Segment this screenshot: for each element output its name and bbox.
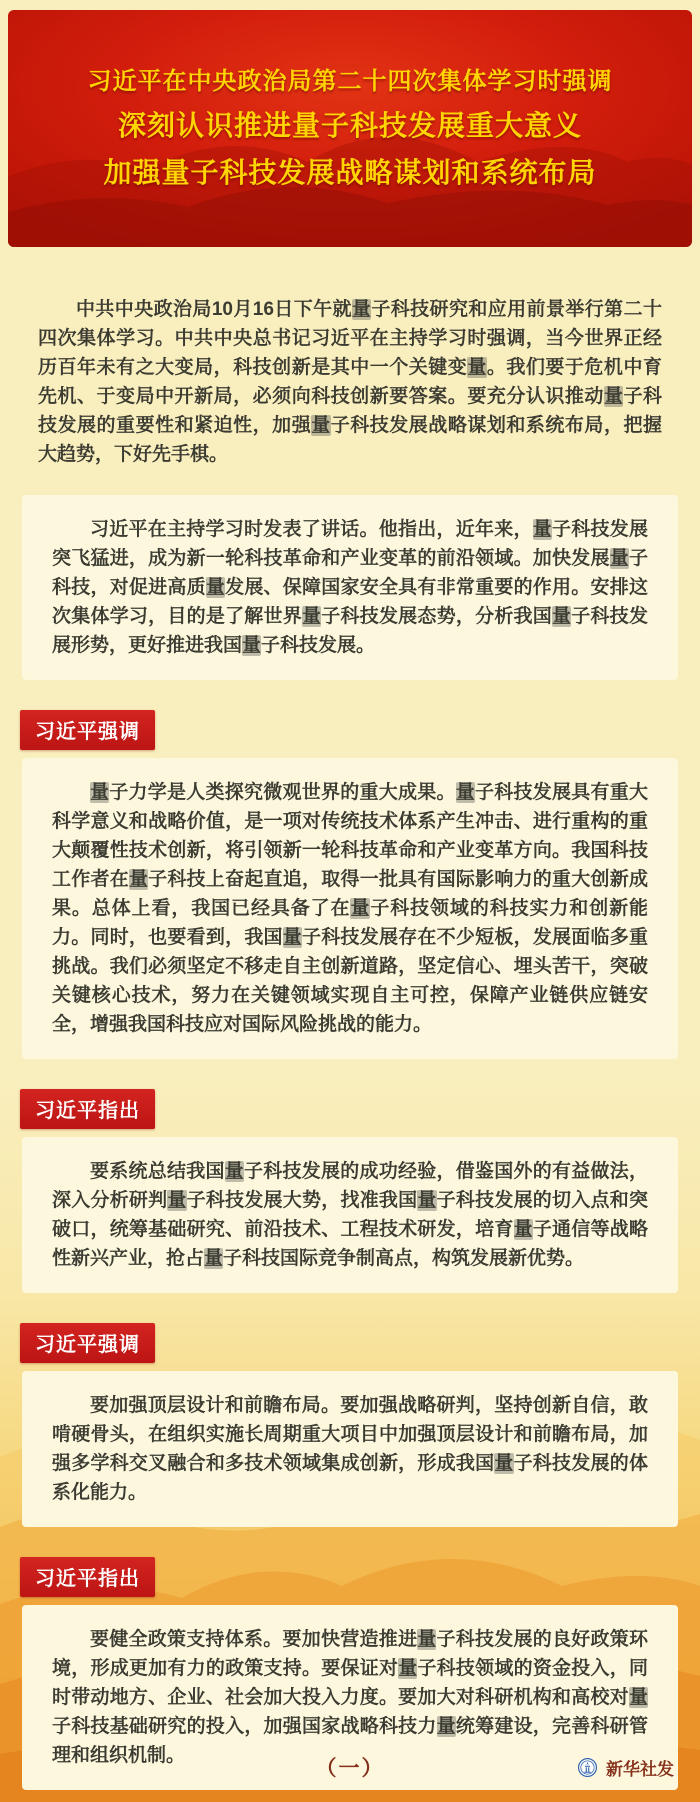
section-1-paragraph: 量子力学是人类探究微观世界的重大成果。量子科技发展具有重大科学意义和战略价值，是一项对传统技术体系产生冲击、进行重构的重大颠覆性技术创新，将引领新一轮科技革命和产业变革方向。我国科技工作者在量子科技上奋起直追，取得一批具有国际影响力的重大创新成果。总体上看，我国已经具备了在量子科技领域的科技实力和创新能力。同时，也要看到，我国量子科技发展存在不少短板，发展面临多重挑战。我们必须坚定不移走自主创新道路，坚定信心、埋头苦干，突破关键核心技术，努力在关键领域实现自主可控，保障产业链供应链安全，增强我国科技应对国际风险挑战的能力。 — [52, 782, 648, 1035]
highlighted-char: 量 — [532, 519, 552, 540]
speech-summary-paragraph: 习近平在主持学习时发表了讲话。他指出，近年来，量子科技发展突飞猛进，成为新一轮科技革命和产业变革的前沿领域。加快发展量子科技，对促进高质量发展、保障国家安全具有非常重要的作用。安排这次集体学习，目的是了解世界量子科技发展态势，分析我国量子科技发展形势，更好推进我国量子科技发展。 — [52, 519, 648, 656]
highlighted-char: 量 — [417, 1190, 437, 1211]
highlighted-char: 量 — [224, 1161, 244, 1182]
highlighted-char: 量 — [398, 1658, 418, 1679]
intro-paragraph: 中共中央政治局10月16日下午就量子科技研究和应用前景举行第二十四次集体学习。中共中央总书记习近平在主持学习时强调，当今世界正经历百年未有之大变局，科技创新是其中一个关键变量。我们要于危机中育先机、于变局中开新局，必须向科技创新要答案。要充分认识推动量子科技发展的重要性和紧迫性，加强量子科技发展战略谋划和系统布局，把握大趋势，下好先手棋。 — [38, 299, 662, 465]
highlighted-char: 量 — [282, 927, 303, 948]
highlighted-char: 量 — [436, 1716, 456, 1737]
title-banner — [8, 10, 692, 247]
section-3-box — [22, 1371, 678, 1527]
section-1-badge: 习近平强调 — [20, 710, 155, 750]
highlighted-char: 量 — [609, 548, 629, 569]
section-4-badge: 习近平指出 — [20, 1557, 155, 1597]
highlighted-char: 量 — [311, 415, 331, 436]
highlighted-char: 量 — [351, 299, 372, 320]
highlighted-char: 量 — [467, 357, 487, 378]
credit-line — [577, 1755, 674, 1780]
banner-title-line-3: 加强量子科技发展战略谋划和系统布局 — [103, 157, 597, 189]
section-1-box — [22, 758, 678, 1059]
highlighted-char: 量 — [204, 1248, 224, 1269]
credit-text: 新华社发 — [606, 1760, 674, 1779]
highlighted-char: 量 — [552, 606, 572, 627]
highlighted-char: 量 — [167, 1190, 187, 1211]
section-4-paragraph: 要健全政策支持体系。要加快营造推进量子科技发展的良好政策环境，形成更加有力的政策支持。要保证对量子科技领域的资金投入，同时带动地方、企业、社会加大投入力度。要加大对科研机构和高校对量子科技基础研究的投入，加强国家战略科技力量统筹建设，完善科研管理和组织机制。 — [52, 1629, 648, 1766]
section-3-badge: 习近平强调 — [20, 1323, 155, 1363]
section-3-paragraph: 要加强顶层设计和前瞻布局。要加强战略研判，坚持创新自信，敢啃硬骨头，在组织实施长周期重大项目中加强顶层设计和前瞻布局，加强多学科交叉融合和多技术领域集成创新，形成我国量子科技发展的体系化能力。 — [52, 1395, 648, 1503]
highlighted-char: 量 — [350, 898, 371, 919]
highlighted-char: 量 — [302, 606, 322, 627]
section-1 — [0, 680, 700, 1059]
section-2-box — [22, 1137, 678, 1293]
speech-summary-box — [22, 495, 678, 680]
highlighted-char: 量 — [628, 1687, 648, 1708]
highlighted-char: 量 — [90, 782, 110, 803]
section-2-badge: 习近平指出 — [20, 1089, 155, 1129]
banner-title-line-2: 深刻认识推进量子科技发展重大意义 — [117, 110, 582, 142]
highlighted-char: 量 — [128, 869, 149, 890]
section-4 — [0, 1527, 700, 1790]
highlighted-char: 量 — [242, 635, 262, 656]
highlighted-char: 量 — [494, 1453, 514, 1474]
section-2-paragraph: 要系统总结我国量子科技发展的成功经验，借鉴国外的有益做法，深入分析研判量子科技发展大势，找准我国量子科技发展的切入点和突破口，统筹基础研究、前沿技术、工程技术研发，培育量子通信等战略性新兴产业，抢占量子科技国际竞争制高点，构筑发展新优势。 — [52, 1161, 648, 1269]
highlighted-char: 量 — [205, 577, 226, 598]
xinhua-emblem-icon — [577, 1757, 598, 1778]
highlighted-char: 量 — [603, 386, 624, 407]
banner-title-line-1: 习近平在中央政治局第二十四次集体学习时强调 — [87, 67, 613, 95]
section-2 — [0, 1059, 700, 1293]
highlighted-char: 量 — [513, 1219, 533, 1240]
highlighted-char: 量 — [417, 1629, 437, 1650]
page-number-marker: （一） — [315, 1757, 385, 1780]
highlighted-char: 量 — [455, 782, 475, 803]
section-3 — [0, 1293, 700, 1527]
